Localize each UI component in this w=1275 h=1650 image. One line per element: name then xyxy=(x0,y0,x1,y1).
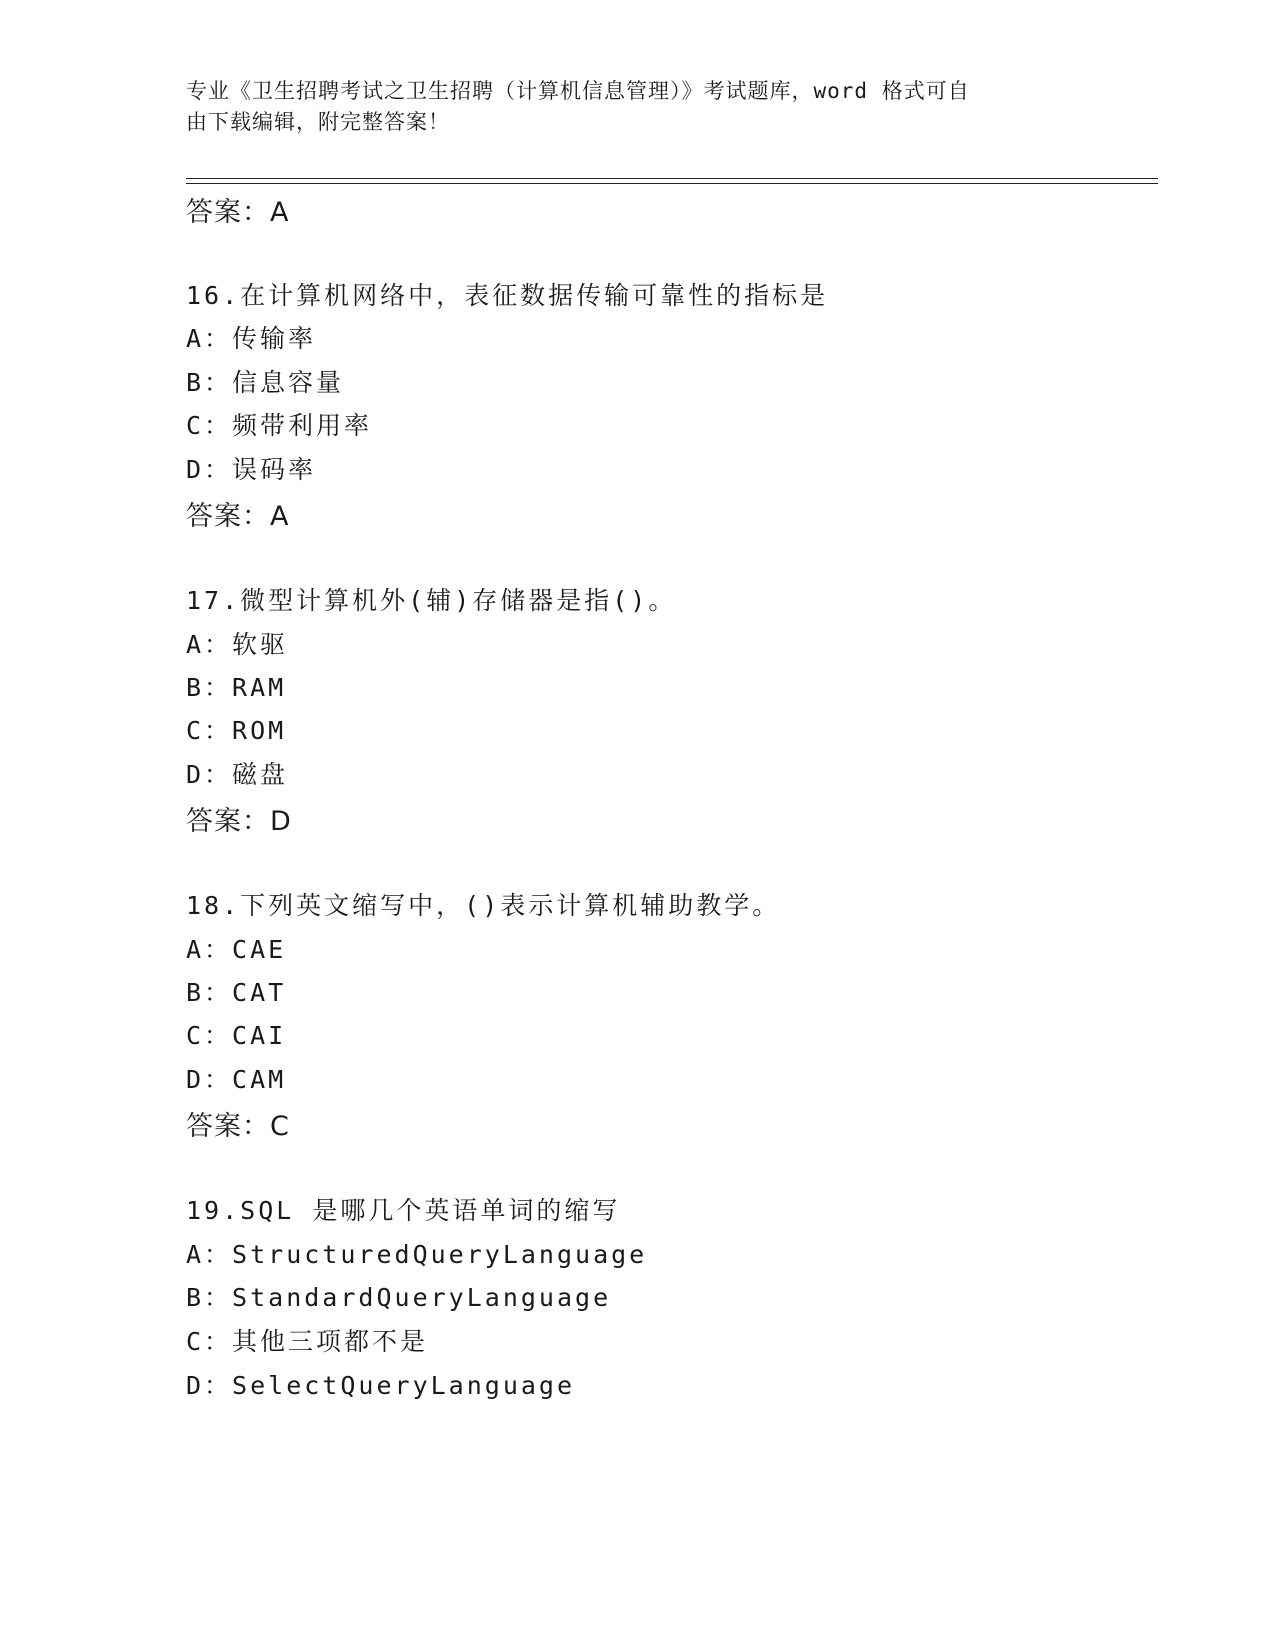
answer-18: 答案：C xyxy=(186,1111,290,1142)
answer-15: 答案：A xyxy=(186,197,290,228)
header-line-2: 由下载编辑，附完整答案！ xyxy=(186,110,450,134)
question-19-option-b: B：StandardQueryLanguage xyxy=(186,1283,612,1312)
question-18-option-d: D：CAM xyxy=(186,1065,287,1094)
question-17-option-b: B：RAM xyxy=(186,673,287,702)
question-18-stem: 18.下列英文缩写中，()表示计算机辅助教学。 xyxy=(186,891,781,920)
question-16-option-c: C：频带利用率 xyxy=(186,411,373,440)
answer-16: 答案：A xyxy=(186,501,290,532)
question-18-option-a: A：CAE xyxy=(186,935,287,964)
header-divider-bottom xyxy=(186,183,1158,184)
question-17-option-a: A：软驱 xyxy=(186,630,289,659)
question-18-option-b: B：CAT xyxy=(186,978,287,1007)
question-16-option-b: B：信息容量 xyxy=(186,368,345,397)
question-19-stem: 19.SQL 是哪几个英语单词的缩写 xyxy=(186,1196,621,1225)
question-17-stem: 17.微型计算机外(辅)存储器是指()。 xyxy=(186,586,677,615)
question-17-option-c: C：ROM xyxy=(186,716,287,745)
question-17-option-d: D：磁盘 xyxy=(186,760,289,789)
question-16-option-d: D：误码率 xyxy=(186,455,317,484)
question-19-option-c: C：其他三项都不是 xyxy=(186,1327,429,1356)
answer-17: 答案：D xyxy=(186,806,292,837)
header-line-1: 专业《卫生招聘考试之卫生招聘（计算机信息管理）》考试题库，word 格式可自 xyxy=(186,79,970,103)
question-16-stem: 16.在计算机网络中，表征数据传输可靠性的指标是 xyxy=(186,281,829,310)
question-19-option-a: A：StructuredQueryLanguage xyxy=(186,1240,648,1269)
question-19-option-d: D：SelectQueryLanguage xyxy=(186,1371,576,1400)
question-18-option-c: C：CAI xyxy=(186,1021,287,1050)
document-header xyxy=(186,76,1066,138)
question-16-option-a: A：传输率 xyxy=(186,324,317,353)
header-divider-top xyxy=(186,178,1158,179)
